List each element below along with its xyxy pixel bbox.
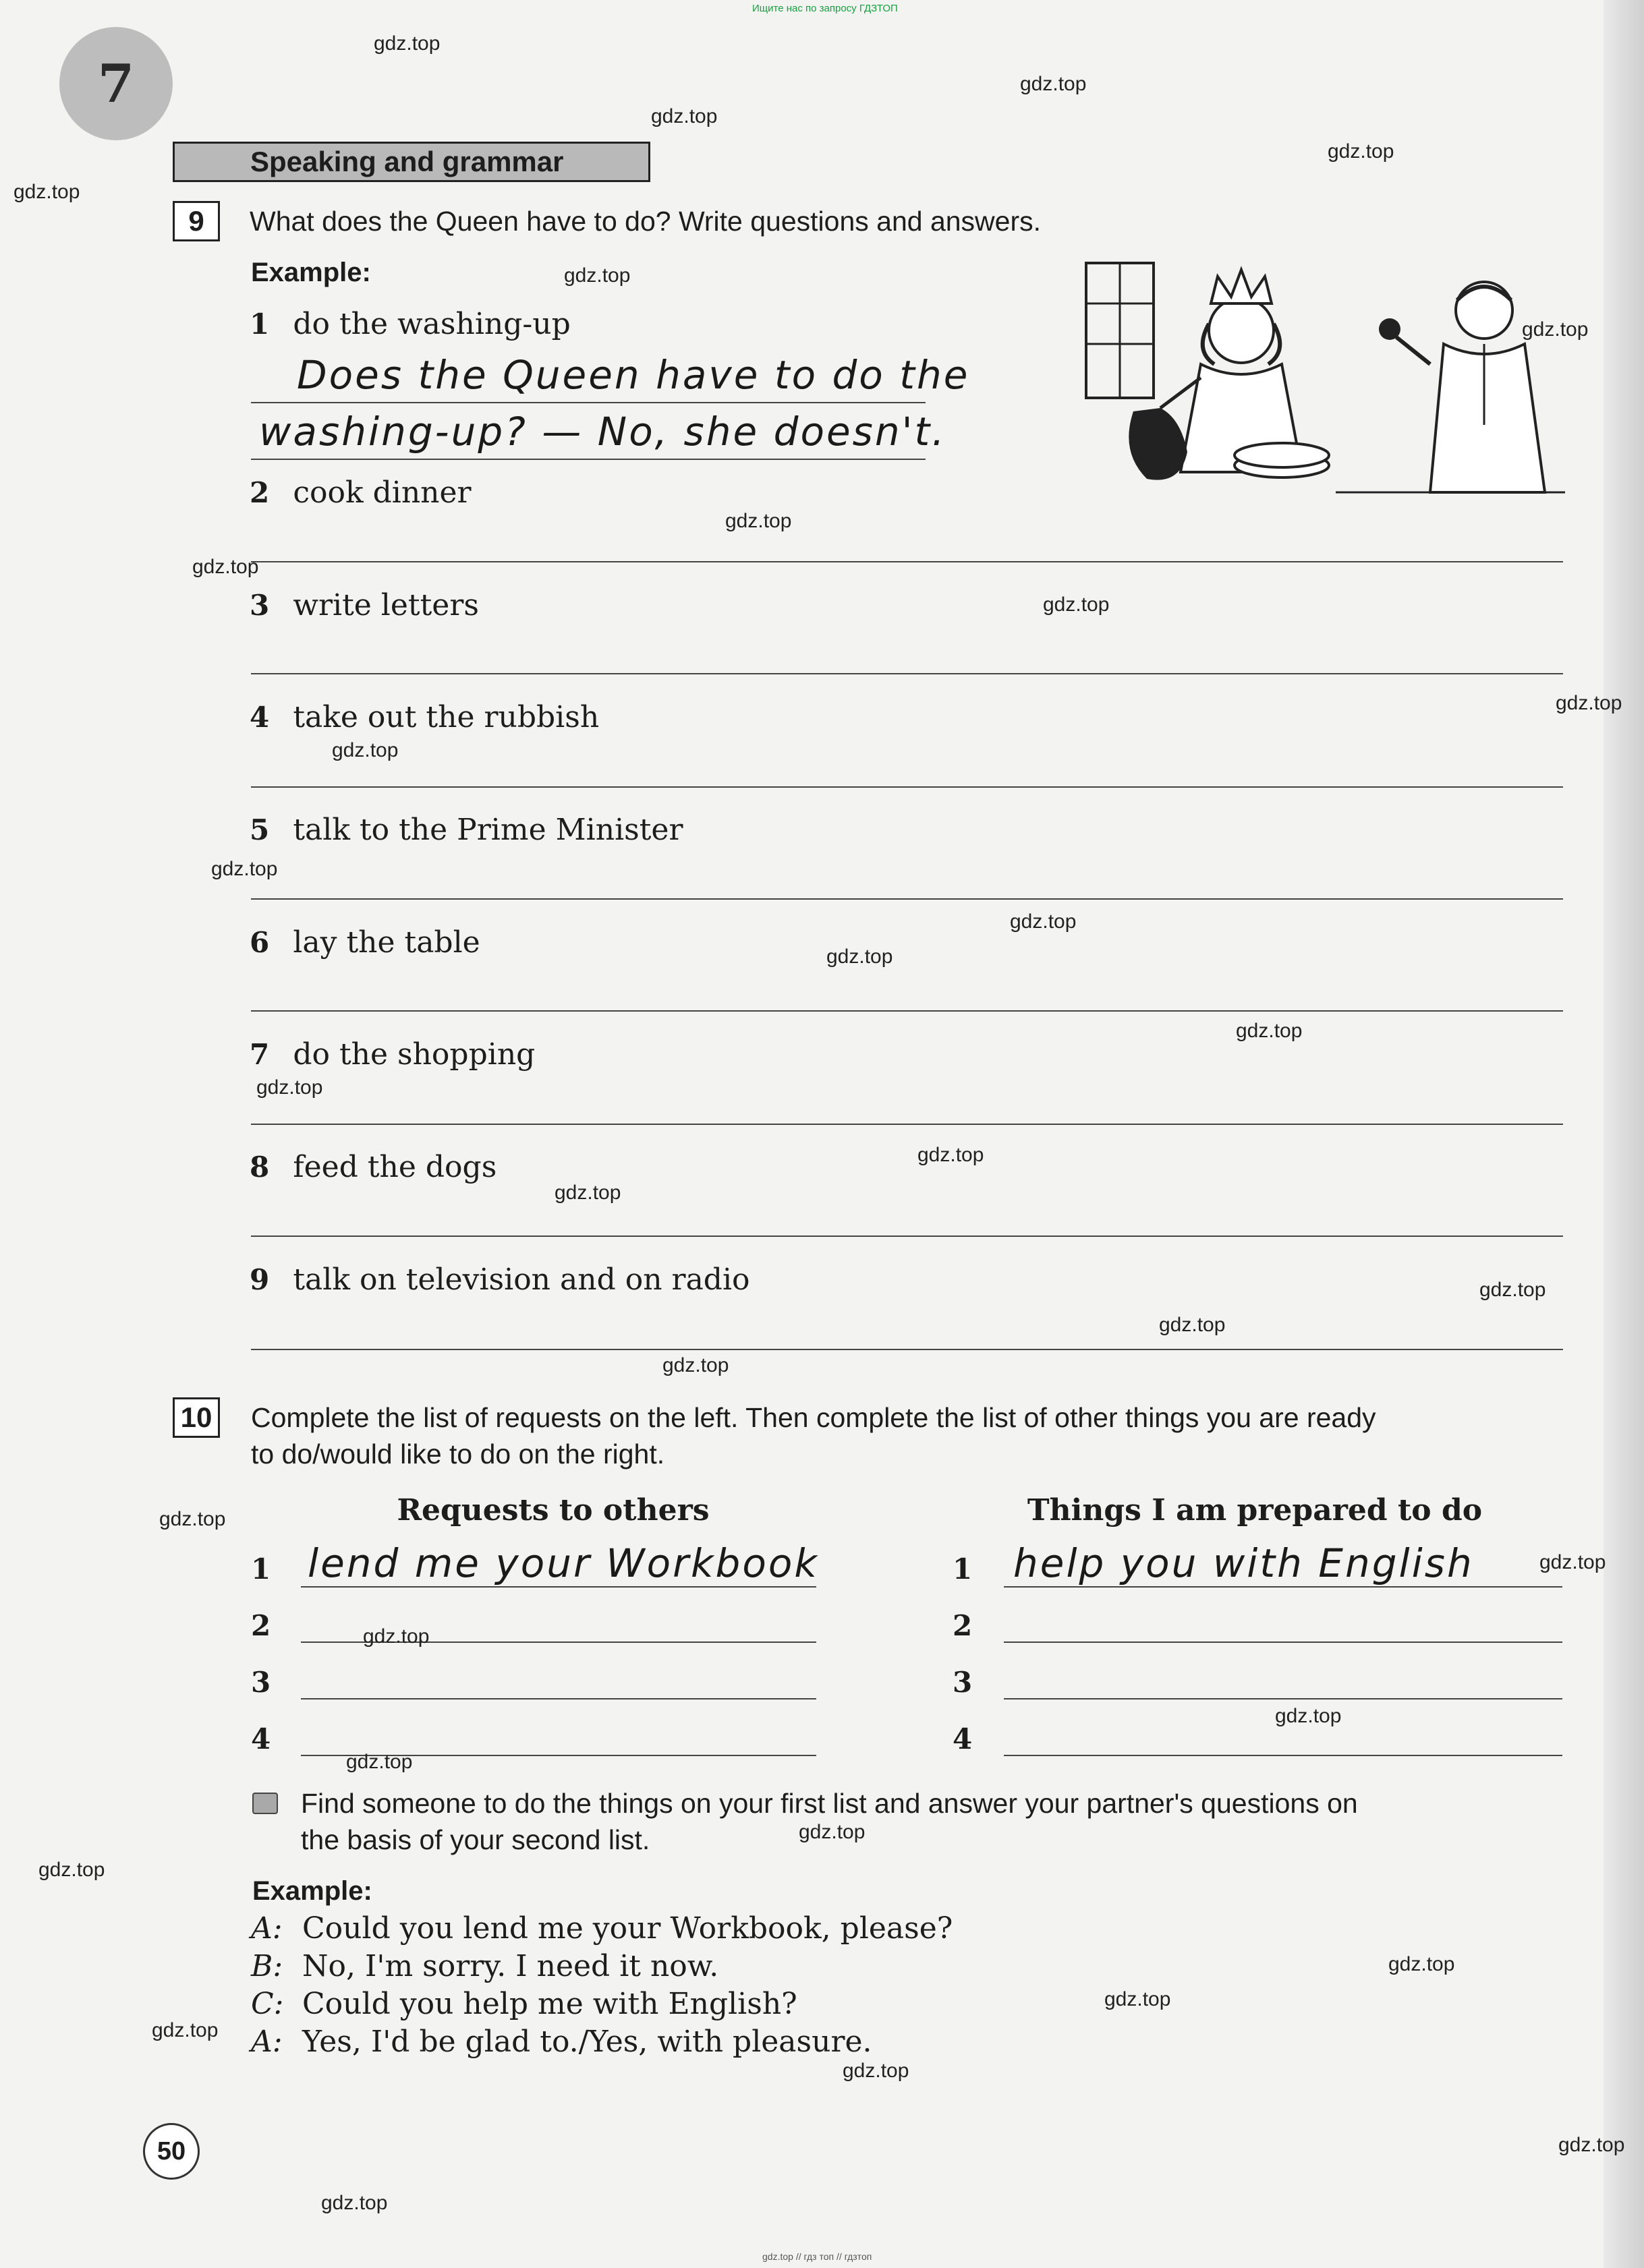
item-text: lay the table xyxy=(293,925,480,960)
item-number: 9 xyxy=(250,1263,270,1296)
speaker: A: xyxy=(251,1911,283,1946)
item-number: 8 xyxy=(250,1151,270,1184)
item-number: 7 xyxy=(250,1038,270,1071)
queen-illustration xyxy=(1079,250,1565,519)
item-text: do the shopping xyxy=(293,1037,536,1072)
watermark: gdz.top xyxy=(346,1751,413,1773)
prepared-number: 3 xyxy=(953,1666,973,1699)
request-answer-1: lend me your Workbook xyxy=(308,1540,819,1586)
watermark: gdz.top xyxy=(1275,1705,1342,1727)
prepared-heading: Things I am prepared to do xyxy=(1027,1493,1483,1528)
utterance: Could you help me with English? xyxy=(302,1987,797,2021)
watermark: gdz.top xyxy=(374,32,441,55)
ex9-item-6 xyxy=(250,925,480,960)
exercise-9-number: 9 xyxy=(173,201,220,241)
answer-line[interactable] xyxy=(251,898,1563,900)
item-number: 2 xyxy=(250,476,270,509)
watermark: gdz.top xyxy=(1043,593,1110,616)
prepared-answer-1: help you with English xyxy=(1013,1540,1474,1586)
ex9-example-answer-line-2: washing-up? — No, she doesn't. xyxy=(259,409,946,455)
answer-line xyxy=(251,459,926,460)
watermark: gdz.top xyxy=(1539,1551,1606,1573)
watermark: gdz.top xyxy=(332,739,399,761)
ex9-example-answer-line-1: Does the Queen have to do the xyxy=(297,352,970,398)
dialogue-line xyxy=(251,2025,872,2059)
requests-heading: Requests to others xyxy=(397,1493,710,1528)
request-number: 4 xyxy=(251,1722,271,1755)
item-text: take out the rubbish xyxy=(293,700,600,734)
request-line[interactable] xyxy=(301,1586,816,1588)
watermark: gdz.top xyxy=(651,105,718,127)
watermark: gdz.top xyxy=(256,1076,323,1099)
request-number: 3 xyxy=(251,1666,271,1699)
section-title: Speaking and grammar xyxy=(173,142,650,182)
request-line[interactable] xyxy=(301,1698,816,1699)
ex9-item-7 xyxy=(250,1037,535,1072)
answer-line[interactable] xyxy=(251,1124,1563,1125)
watermark: gdz.top xyxy=(1479,1279,1546,1301)
top-note: Ищите нас по запросу ГДЗТОП xyxy=(752,3,898,14)
pairwork-example-label: Example: xyxy=(252,1876,372,1906)
unit-number: 7 xyxy=(97,53,135,115)
prepared-number: 1 xyxy=(953,1552,973,1586)
watermark: gdz.top xyxy=(1010,910,1077,933)
watermark: gdz.top xyxy=(211,858,278,880)
watermark: gdz.top xyxy=(564,264,631,287)
watermark: gdz.top xyxy=(917,1144,984,1166)
ex9-item-2 xyxy=(250,475,472,510)
request-number: 1 xyxy=(251,1552,271,1586)
watermark: gdz.top xyxy=(1328,140,1394,163)
watermark: gdz.top xyxy=(1236,1020,1303,1042)
prepared-line[interactable] xyxy=(1004,1641,1562,1643)
watermark: gdz.top xyxy=(1556,692,1622,714)
speaker: A: xyxy=(251,2025,283,2059)
watermark: gdz.top xyxy=(662,1354,729,1376)
utterance: Could you lend me your Workbook, please? xyxy=(302,1911,953,1946)
watermark: gdz.top xyxy=(1388,1953,1455,1975)
page-edge-shadow xyxy=(1604,0,1644,2268)
prepared-line[interactable] xyxy=(1004,1586,1562,1588)
watermark: gdz.top xyxy=(38,1859,105,1881)
dialogue-line xyxy=(251,1987,797,2021)
watermark: gdz.top xyxy=(1558,2134,1625,2156)
answer-line[interactable] xyxy=(251,561,1563,562)
watermark: gdz.top xyxy=(843,2060,909,2082)
page-number-text: 50 xyxy=(157,2136,186,2165)
answer-line[interactable] xyxy=(251,786,1563,788)
watermark: gdz.top xyxy=(555,1182,621,1204)
watermark: gdz.top xyxy=(1522,318,1589,341)
item-text: talk to the Prime Minister xyxy=(293,813,683,847)
watermark: gdz.top xyxy=(1104,1988,1171,2010)
answer-line[interactable] xyxy=(251,1235,1563,1237)
item-number: 4 xyxy=(250,701,270,734)
dialogue-line xyxy=(251,1911,953,1946)
page-number xyxy=(143,2123,200,2180)
watermark: gdz.top xyxy=(13,181,80,203)
exercise-9-example-label: Example: xyxy=(251,258,371,287)
exercise-10-instruction-line-2: to do/would like to do on the right. xyxy=(251,1438,665,1470)
prepared-line[interactable] xyxy=(1004,1755,1562,1756)
watermark: gdz.top xyxy=(799,1821,866,1843)
pairwork-instruction-line-2: the basis of your second list. xyxy=(301,1824,650,1855)
pairwork-icon xyxy=(252,1793,278,1814)
request-number: 2 xyxy=(251,1609,271,1642)
answer-line xyxy=(251,402,926,403)
watermark: gdz.top xyxy=(192,556,259,578)
watermark: gdz.top xyxy=(363,1625,430,1648)
answer-line[interactable] xyxy=(251,1349,1563,1350)
item-text: do the washing-up xyxy=(293,307,571,341)
watermark: gdz.top xyxy=(321,2192,388,2214)
watermark: gdz.top xyxy=(725,510,792,532)
exercise-10-instruction-line-1: Complete the list of requests on the left. Then complete the list of other things you are ready xyxy=(251,1402,1376,1433)
watermark: gdz.top xyxy=(152,2019,219,2041)
speaker: C: xyxy=(251,1987,284,2021)
dialogue-line xyxy=(251,1949,718,1983)
utterance: No, I'm sorry. I need it now. xyxy=(302,1949,719,1983)
prepared-number: 4 xyxy=(953,1722,973,1755)
watermark: gdz.top xyxy=(826,946,893,968)
exercise-9-instruction: What does the Queen have to do? Write questions and answers. xyxy=(250,206,1042,237)
bottom-note: gdz.top // гдз топ // гдзтоп xyxy=(762,2251,872,2262)
exercise-10-number: 10 xyxy=(173,1397,220,1438)
utterance: Yes, I'd be glad to./Yes, with pleasure. xyxy=(302,2025,872,2059)
watermark: gdz.top xyxy=(159,1508,226,1530)
item-text: talk on television and on radio xyxy=(293,1262,750,1297)
item-number: 5 xyxy=(250,813,270,846)
prepared-line[interactable] xyxy=(1004,1698,1562,1699)
prepared-number: 2 xyxy=(953,1609,973,1642)
watermark: gdz.top xyxy=(1159,1314,1226,1336)
ex9-item-1 xyxy=(250,307,571,341)
ex9-item-3 xyxy=(250,588,479,622)
pairwork-instruction-line-1: Find someone to do the things on your first list and answer your partner's questions on xyxy=(301,1788,1358,1819)
ex9-item-5 xyxy=(250,813,683,847)
item-text: write letters xyxy=(293,588,479,622)
answer-line[interactable] xyxy=(251,1010,1563,1012)
ex9-item-4 xyxy=(250,700,599,734)
unit-badge xyxy=(59,27,173,140)
item-text: feed the dogs xyxy=(293,1150,497,1184)
item-number: 1 xyxy=(250,308,270,341)
item-number: 3 xyxy=(250,589,270,622)
item-number: 6 xyxy=(250,926,270,959)
ex9-item-8 xyxy=(250,1150,497,1184)
speaker: B: xyxy=(251,1949,283,1983)
ex9-item-9 xyxy=(250,1262,750,1297)
answer-line[interactable] xyxy=(251,673,1563,674)
watermark: gdz.top xyxy=(1020,73,1087,95)
item-text: cook dinner xyxy=(293,475,472,510)
